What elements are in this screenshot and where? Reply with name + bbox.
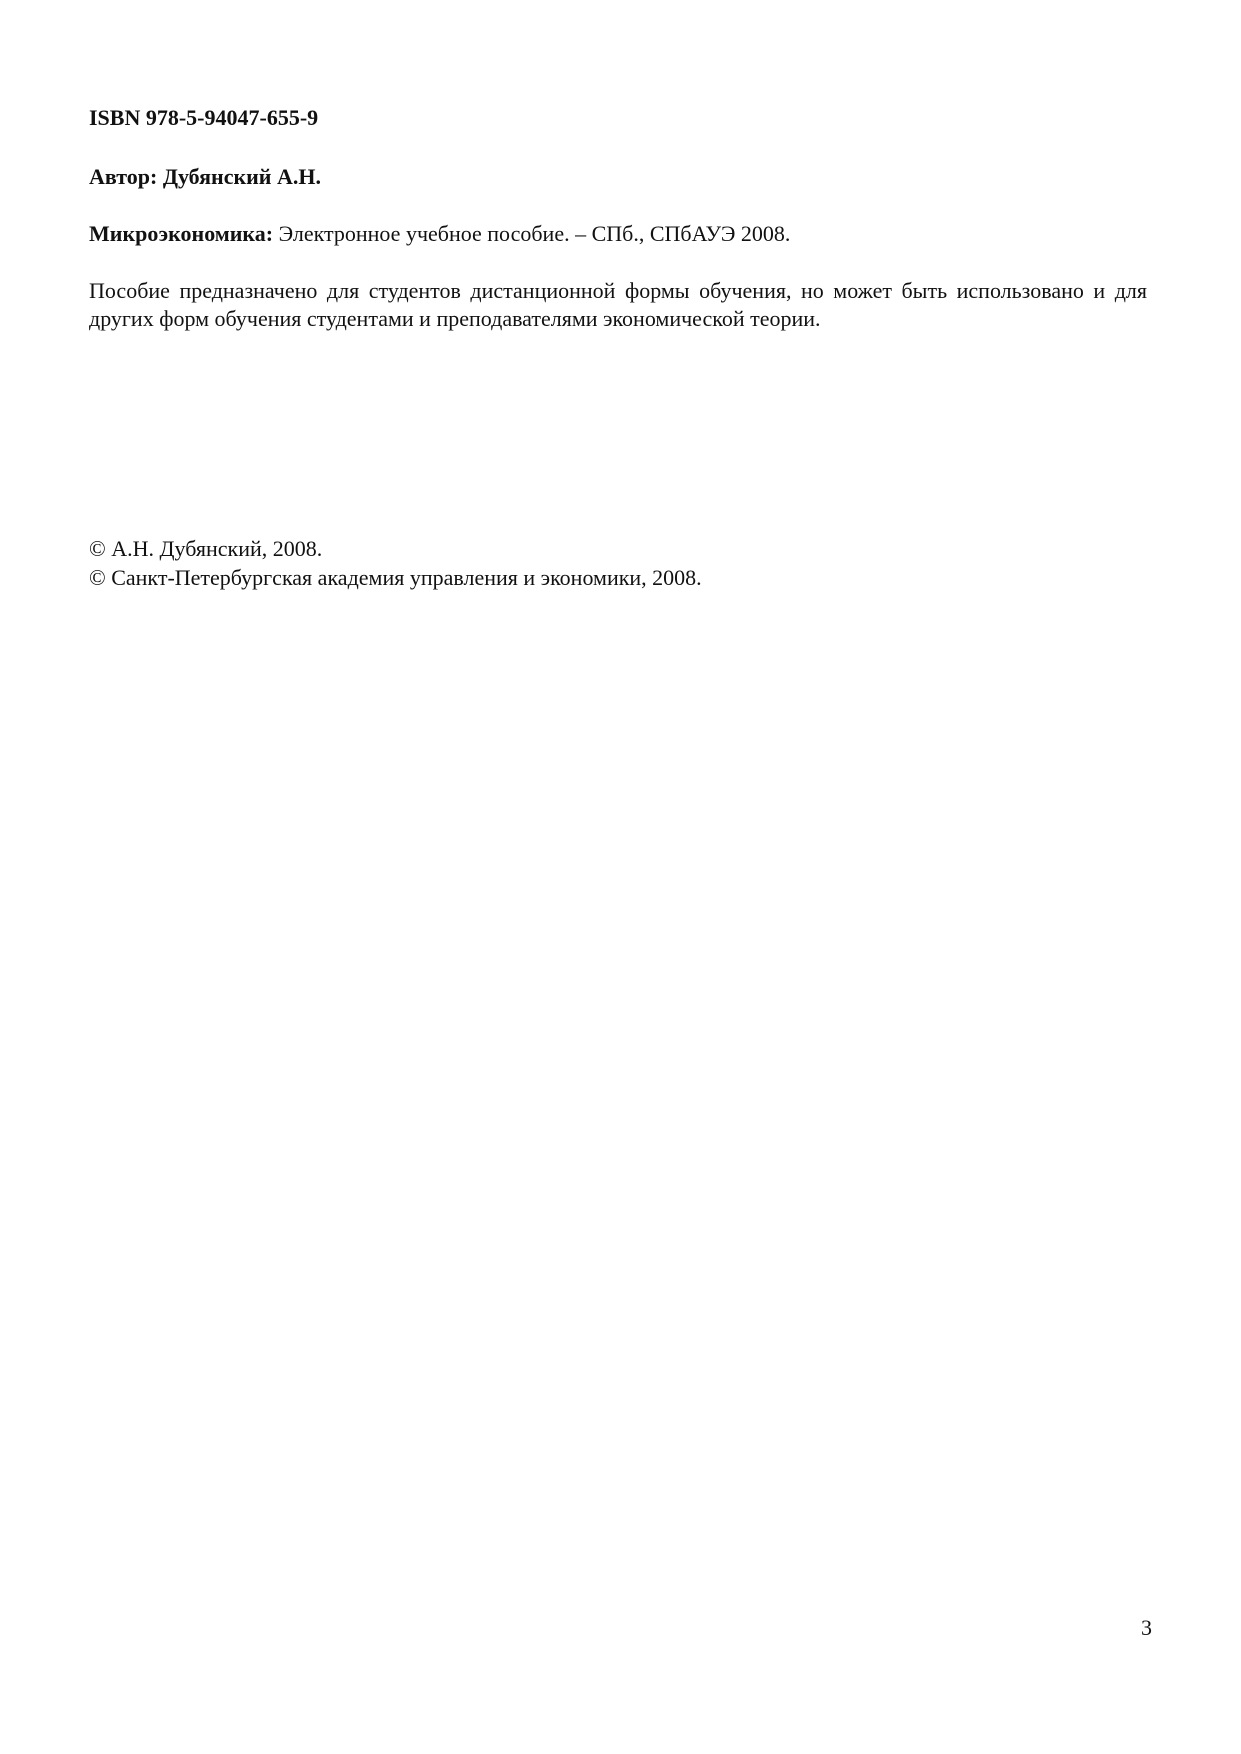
author-line [89,163,321,191]
copyright-author: © А.Н. Дубянский, 2008. [89,536,323,561]
author-name: Дубянский А.Н. [162,164,321,189]
title-text: Электронное учебное пособие. – СПб., СПбАУЭ 2008. [278,221,791,246]
copyright-academy: © Санкт-Петербургская академия управления и экономики, 2008. [89,565,702,590]
isbn: ISBN 978-5-94047-655-9 [89,105,319,130]
description-paragraph: Пособие предназначено для студентов дистанционной формы обучения, но может быть использовано и для других форм обучения студентами и преподавателями экономической теории. [89,278,1147,331]
title-line [89,220,790,248]
author-label: Автор: [89,164,158,189]
page-number: 3 [1141,1615,1152,1640]
title-label: Микроэкономика: [89,221,274,246]
